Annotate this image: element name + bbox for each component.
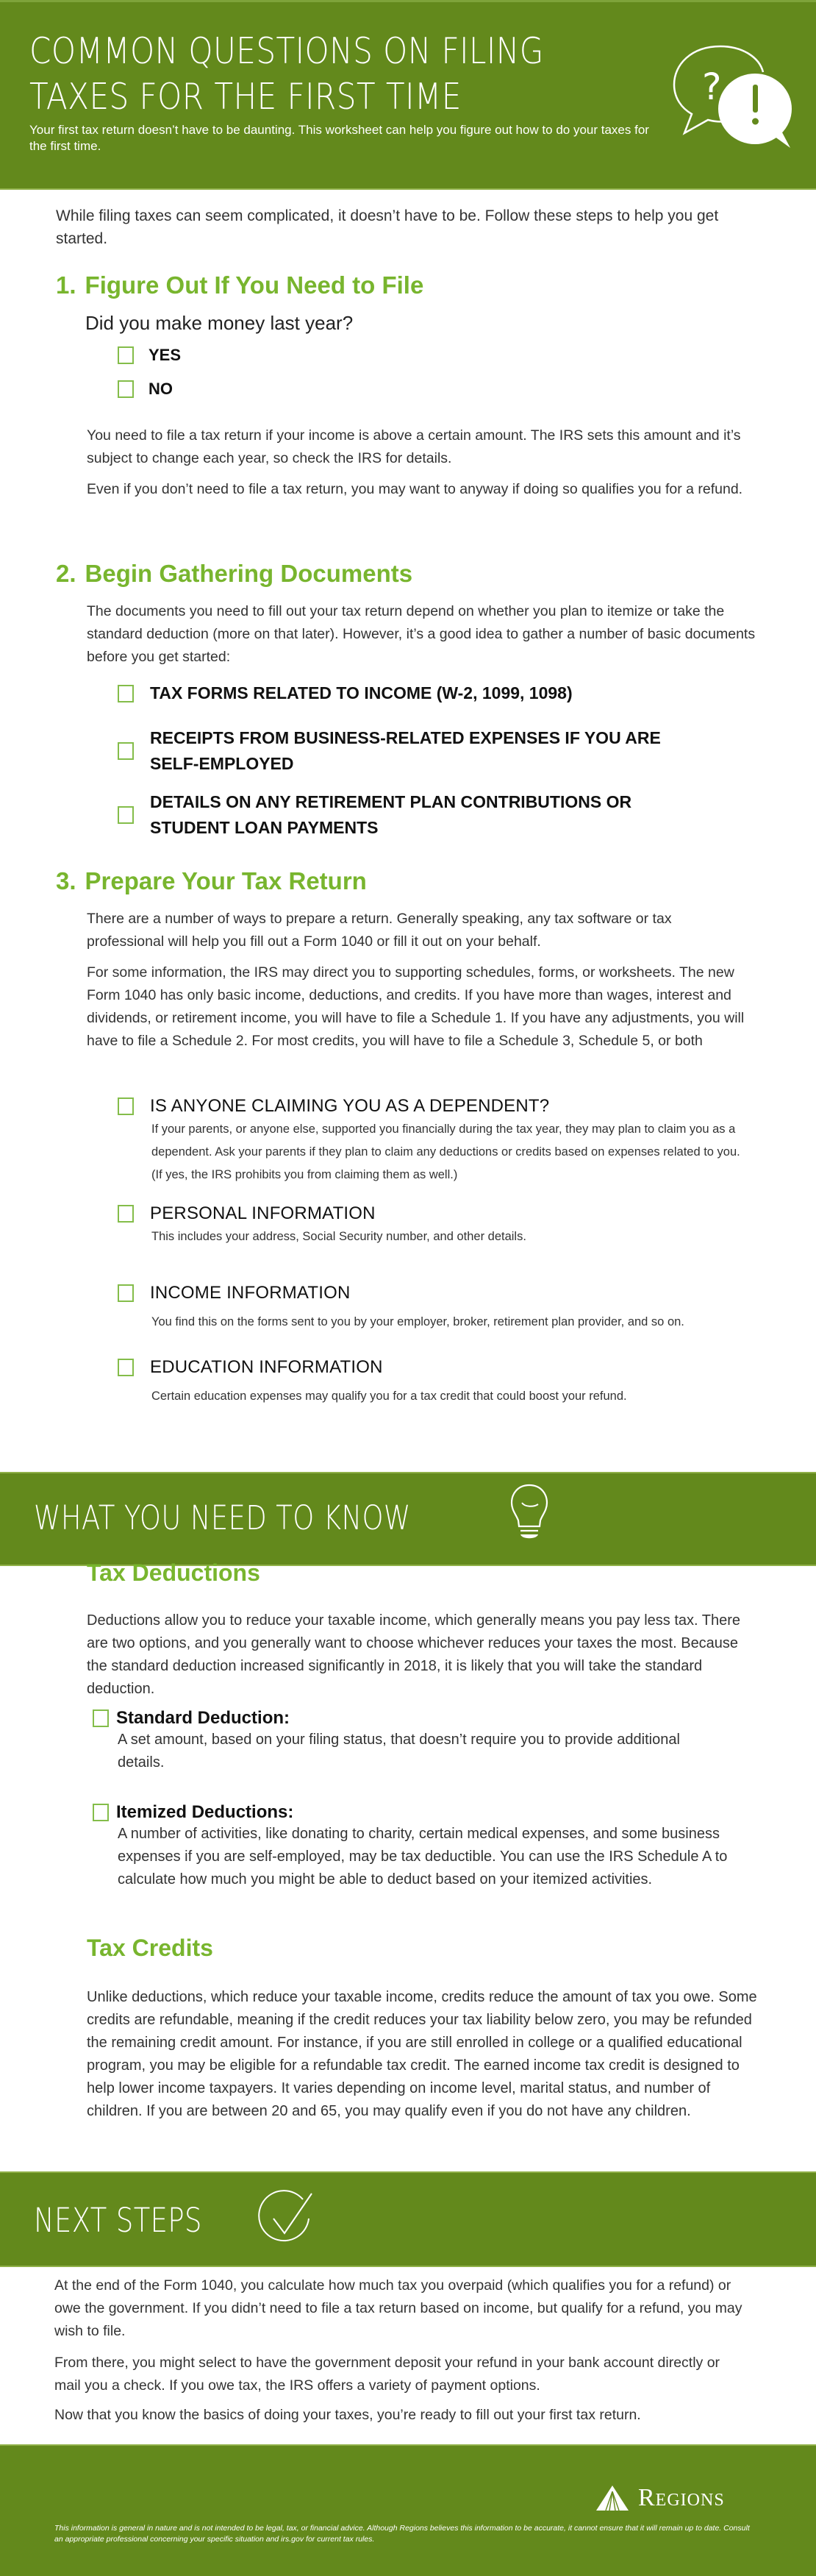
banner-title: NEXT STEPS	[34, 2201, 202, 2240]
step-1-paragraph: Even if you don’t need to file a tax return, you may want to anyway if doing so qualifies you for a refund.	[87, 481, 743, 497]
checklist-description: This includes your address, Social Security number, and other details.	[151, 1230, 526, 1243]
standard-deduction-item[interactable]	[93, 1708, 754, 1774]
checklist-label: RECEIPTS FROM BUSINESS-RELATED EXPENSES IF YOU ARE SELF-EMPLOYED	[150, 728, 661, 773]
itemized-deductions-item[interactable]	[93, 1802, 754, 1891]
checkbox[interactable]	[118, 806, 134, 824]
deduction-description: A set amount, based on your filing status, that doesn’t require you to provide additional details.	[118, 1732, 680, 1771]
step-title: Figure Out If You Need to File	[85, 271, 424, 299]
step-number: 3.	[56, 867, 76, 894]
deduction-label: Itemized Deductions:	[116, 1802, 294, 1822]
next-steps-paragraph: At the end of the Form 1040, you calculate how much tax you overpaid (which qualifies you for a refund) or owe the government. If you didn’t need to file a tax return based on income, but qualify for a refund, you may wish to file.	[54, 2277, 742, 2339]
step-1-heading	[56, 271, 423, 300]
checkbox[interactable]	[118, 1097, 134, 1115]
next-steps-banner	[0, 2171, 816, 2267]
checklist-label: PERSONAL INFORMATION	[150, 1203, 376, 1223]
tax-credits-text: Unlike deductions, which reduce your taxable income, credits reduce the amount of tax you owe. Some credits are refundable, meaning if the credit reduces your tax liability below zero, you may be refunded the remaining credit amount. For instance, if you are still enrolled in college or a qualified educational program, you may be eligible for a refundable tax credit. The earned income tax credit is designed to help lower income taxpayers. It varies depending on income level, marital status, and number of children. If you are between 20 and 65, you may qualify even if you do not have any children.	[87, 1989, 757, 2119]
checklist-item[interactable]	[118, 680, 679, 706]
checkbox[interactable]	[118, 380, 134, 398]
tax-deductions-heading: Tax Deductions	[87, 1559, 260, 1586]
brand-name: Regions	[638, 2484, 725, 2511]
income-question: Did you make money last year?	[85, 312, 354, 334]
checklist-description: Certain education expenses may qualify you for a tax credit that could boost your refund.	[151, 1390, 627, 1403]
option-label: NO	[148, 380, 173, 398]
header-banner	[0, 0, 816, 190]
option-label: YES	[148, 346, 182, 364]
option-yes[interactable]	[118, 346, 181, 365]
checklist-item-income[interactable]	[118, 1283, 750, 1334]
step-2-paragraph: The documents you need to fill out your tax return depend on whether you plan to itemize or take the standard deduction (more on that later). However, it’s a good idea to gather a number of basic documents before you get started:	[87, 603, 756, 665]
checklist-item[interactable]	[118, 789, 679, 841]
checkbox[interactable]	[118, 1205, 134, 1223]
checklist-label: TAX FORMS RELATED TO INCOME (W-2, 1099, 1098)	[150, 683, 573, 702]
checklist-item-personal[interactable]	[118, 1203, 750, 1248]
svg-text:?: ?	[702, 65, 722, 108]
checkbox[interactable]	[93, 1804, 109, 1821]
checklist-description: You find this on the forms sent to you by your employer, broker, retirement plan provider, and so on.	[151, 1315, 684, 1328]
checklist-label: IS ANYONE CLAIMING YOU AS A DEPENDENT?	[150, 1096, 550, 1116]
step-number: 1.	[56, 271, 76, 299]
step-3-paragraph: For some information, the IRS may direct you to supporting schedules, forms, or worksheets. The new Form 1040 has only basic income, deductions, and credits. If you have more than wages, interest and dividends, or retirement income, you will have to file a Schedule 1. If you have any adjustments, you will have to file a Schedule 2. For most credits, you will have to file a Schedule 3, Schedule 5, or both	[87, 964, 745, 1049]
regions-pyramid-icon	[595, 2485, 629, 2511]
step-1-paragraph: You need to file a tax return if your income is above a certain amount. The IRS sets this amount and it’s subject to change each year, so check the IRS for details.	[87, 427, 741, 466]
step-title: Prepare Your Tax Return	[85, 867, 367, 894]
checkbox[interactable]	[118, 685, 134, 702]
checklist-label: INCOME INFORMATION	[150, 1283, 351, 1303]
disclaimer: This information is general in nature and is not intended to be legal, tax, or financial advice. Although Regions believes this information to be accurate, it cannot ensure that it will remain up to date. Consult an appropriate professional concerning your specific situation and irs.gov for current tax rules.	[54, 2524, 750, 2544]
lightbulb-icon	[507, 1482, 551, 1544]
checkbox[interactable]	[118, 346, 134, 364]
tax-credits-heading: Tax Credits	[87, 1935, 213, 1961]
what-you-need-to-know-banner	[0, 1472, 816, 1566]
banner-title: WHAT YOU NEED TO KNOW	[34, 1498, 411, 1537]
step-2-heading	[56, 559, 412, 588]
page-subtitle: Your first tax return doesn’t have to be daunting. This worksheet can help you figure out how to do your taxes for the first time.	[29, 123, 649, 153]
next-steps-paragraph: Now that you know the basics of doing your taxes, you’re ready to fill out your first tax return.	[54, 2407, 641, 2423]
step-title: Begin Gathering Documents	[85, 560, 413, 587]
tax-deductions-text: Deductions allow you to reduce your taxable income, which generally means you pay less tax. There are two options, and you generally want to choose whichever reduces your taxes the most. Because the standard deduction increased significantly in 2018, it is likely that you will take the standard deduction.	[87, 1612, 740, 1697]
regions-logo[interactable]	[595, 2484, 725, 2512]
intro-text: While filing taxes can seem complicated, it doesn’t have to be. Follow these steps to help you get started.	[56, 207, 719, 247]
checklist-description: If your parents, or anyone else, supported you financially during the tax year, they may plan to claim you as a dependent. Ask your parents if they plan to claim any deductions or credits based on expenses related to you. (If yes, the IRS prohibits you from claiming them as well.)	[151, 1122, 740, 1181]
checklist-label: DETAILS ON ANY RETIREMENT PLAN CONTRIBUTIONS OR STUDENT LOAN PAYMENTS	[150, 792, 632, 837]
option-no[interactable]	[118, 380, 173, 399]
checkbox[interactable]	[93, 1709, 109, 1727]
step-number: 2.	[56, 560, 76, 587]
deduction-label: Standard Deduction:	[116, 1708, 290, 1728]
question-exclamation-speech-bubbles-icon	[665, 39, 798, 149]
step-3-paragraph: There are a number of ways to prepare a return. Generally speaking, any tax software or tax professional will help you fill out a Form 1040 or fill it out on your behalf.	[87, 911, 672, 950]
step-3-heading	[56, 867, 367, 896]
page-title: COMMON QUESTIONS ON FILING TAXES FOR THE FIRST TIME	[29, 30, 544, 118]
checkbox[interactable]	[118, 742, 134, 760]
check-circle-icon	[257, 2189, 316, 2246]
footer	[0, 2444, 816, 2576]
checkbox[interactable]	[118, 1284, 134, 1302]
checklist-item[interactable]	[118, 725, 679, 777]
checklist-label: EDUCATION INFORMATION	[150, 1357, 383, 1377]
checkbox[interactable]	[118, 1359, 134, 1376]
deduction-description: A number of activities, like donating to charity, certain medical expenses, and some business expenses if you are self-employed, may be tax deductible. You can use the IRS Schedule A to calculate how much you might be able to deduct based on your itemized activities.	[118, 1826, 728, 1887]
checklist-item-education[interactable]	[118, 1357, 750, 1408]
next-steps-paragraph: From there, you might select to have the government deposit your refund in your bank account directly or mail you a check. If you owe tax, the IRS offers a variety of payment options.	[54, 2355, 720, 2394]
checklist-item-dependent[interactable]	[118, 1096, 750, 1186]
